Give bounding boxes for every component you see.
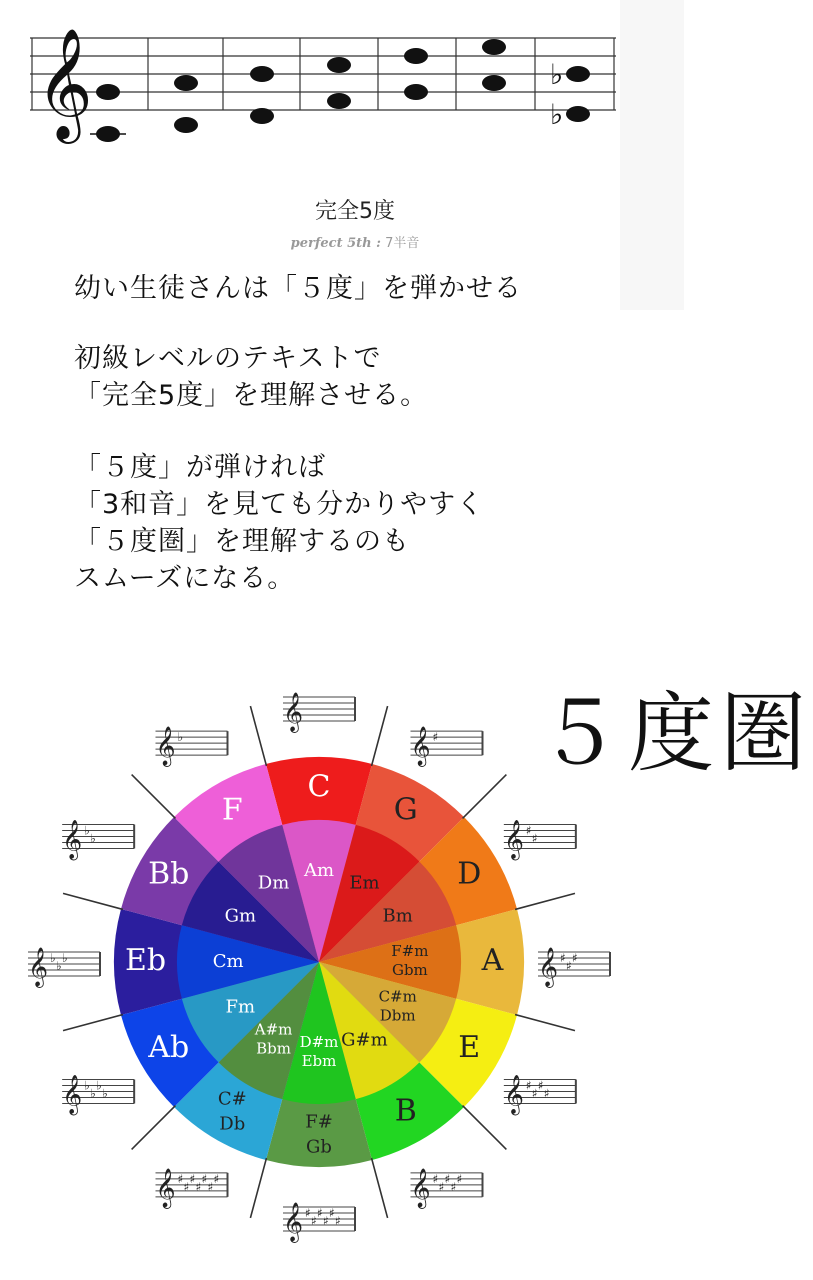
sharp-icon: ♯ xyxy=(213,1171,220,1186)
sharp-icon: ♯ xyxy=(311,1214,317,1228)
flat-icon: ♭ xyxy=(90,831,96,846)
divider-line xyxy=(372,706,388,766)
divider-line xyxy=(63,893,123,909)
key-signature-staff xyxy=(411,1168,483,1209)
flat-icon: ♭ xyxy=(90,1086,96,1101)
minor-key-enharmonic-label: Bbm xyxy=(256,1039,291,1058)
minor-key-label: Bm xyxy=(382,905,413,927)
minor-key-label: A#m xyxy=(254,1020,293,1039)
sharp-icon: ♯ xyxy=(438,1179,445,1194)
sharp-icon: ♯ xyxy=(323,1214,329,1228)
interval-card xyxy=(0,0,620,310)
divider-line xyxy=(132,775,176,819)
sharp-icon: ♯ xyxy=(450,1179,457,1194)
minor-key-label: Dm xyxy=(257,872,290,894)
treble-clef-icon: 𝄞 xyxy=(503,819,524,860)
sharp-icon: ♯ xyxy=(537,1078,544,1093)
sharp-icon: ♯ xyxy=(566,959,572,973)
flat-icon: ♭ xyxy=(56,959,62,973)
sharp-icon: ♯ xyxy=(207,1179,214,1194)
major-key-label: Eb xyxy=(124,943,167,978)
flat-icon: ♭ xyxy=(177,730,184,745)
major-key-label: F# xyxy=(305,1111,333,1133)
minor-key-label: Gm xyxy=(224,905,257,927)
minor-key-label: D#m xyxy=(299,1032,339,1051)
key-signature-staff xyxy=(62,1075,134,1116)
sharp-icon: ♯ xyxy=(195,1179,202,1194)
key-signature-staff xyxy=(411,726,483,767)
sharp-icon: ♯ xyxy=(525,823,532,838)
flat-icon: ♭ xyxy=(62,951,68,965)
key-signature-staff xyxy=(156,726,228,767)
sharp-icon: ♯ xyxy=(572,951,578,965)
minor-key-enharmonic-label: Gbm xyxy=(391,961,428,979)
sharp-icon: ♯ xyxy=(189,1171,196,1186)
divider-line xyxy=(515,893,575,909)
divider-line xyxy=(250,1158,266,1218)
key-signature-staff xyxy=(538,947,610,988)
divider-line xyxy=(372,1158,388,1218)
minor-key-enharmonic-label: Dbm xyxy=(379,1006,416,1025)
sharp-icon: ♯ xyxy=(543,1086,550,1101)
treble-clef-icon: 𝄞 xyxy=(283,692,304,732)
interval-subtitle-jp: 7半音 xyxy=(385,236,420,251)
treble-clef-icon: 𝄞 xyxy=(283,1202,304,1242)
major-key-label: C# xyxy=(217,1088,247,1110)
flat-icon: ♭ xyxy=(84,1078,90,1093)
treble-clef-icon: 𝄞 xyxy=(538,947,559,987)
treble-clef-icon: 𝄞 xyxy=(155,726,176,767)
paragraph-2-line-3: 「５度圏」を理解するのも xyxy=(74,526,410,557)
flat-icon: ♭ xyxy=(84,823,90,838)
big-title: ５度圏 xyxy=(536,684,812,784)
sharp-icon: ♯ xyxy=(432,1171,439,1186)
sharp-icon: ♯ xyxy=(560,951,566,965)
sharp-icon: ♯ xyxy=(329,1206,335,1220)
sharp-icon: ♯ xyxy=(531,831,538,846)
treble-clef-icon: 𝄞 xyxy=(28,947,49,987)
sharp-icon: ♯ xyxy=(177,1171,184,1186)
minor-key-label: F#m xyxy=(391,942,429,960)
major-key-label: D xyxy=(457,856,482,892)
major-key-label: A xyxy=(481,943,504,978)
key-signature-staff xyxy=(28,947,100,988)
caption-text: 幼い生徒さんは「５度」を弾かせる xyxy=(74,273,522,304)
key-signature-staff xyxy=(504,820,576,861)
divider-line xyxy=(250,706,266,766)
sharp-icon: ♯ xyxy=(335,1214,341,1228)
staff-notation xyxy=(30,12,620,152)
sharp-icon: ♯ xyxy=(432,730,439,745)
key-signature-staff xyxy=(283,692,355,733)
treble-clef-icon: 𝄞 xyxy=(503,1074,524,1115)
key-signature-staff xyxy=(283,1202,355,1243)
major-key-label: E xyxy=(458,1029,481,1065)
minor-key-label: Fm xyxy=(225,996,256,1018)
sharp-icon: ♯ xyxy=(317,1206,323,1220)
minor-key-enharmonic-label: Ebm xyxy=(301,1051,337,1070)
minor-key-label: Cm xyxy=(212,951,244,972)
major-key-label: F xyxy=(221,792,243,828)
paragraph-2-line-1: 「５度」が弾ければ xyxy=(74,452,326,483)
major-key-label: C xyxy=(307,769,331,805)
interval-subtitle xyxy=(255,232,455,251)
key-signature-staff xyxy=(504,1075,576,1116)
flat-icon: ♭ xyxy=(550,58,564,91)
divider-line xyxy=(463,1106,507,1150)
flat-icon: ♭ xyxy=(96,1078,102,1093)
paragraph-2-line-2: 「3和音」を見ても分かりやすく xyxy=(74,489,485,520)
interval-title: 完全5度 xyxy=(315,199,395,224)
minor-key-label: Em xyxy=(349,872,380,894)
divider-line xyxy=(515,1015,575,1031)
divider-line xyxy=(63,1015,123,1031)
major-key-enharmonic-label: Gb xyxy=(306,1136,332,1158)
sharp-icon: ♯ xyxy=(305,1206,311,1220)
sharp-icon: ♯ xyxy=(456,1171,463,1186)
major-key-label: Ab xyxy=(148,1029,190,1065)
paragraph-1-line-2: 「完全5度」を理解させる。 xyxy=(74,380,429,411)
treble-clef-icon: 𝄞 xyxy=(410,1167,431,1208)
major-key-label: B xyxy=(394,1093,417,1129)
sharp-icon: ♯ xyxy=(444,1171,451,1186)
flat-icon: ♭ xyxy=(550,98,564,131)
major-key-label: Bb xyxy=(148,856,190,892)
flat-icon: ♭ xyxy=(50,951,56,965)
treble-clef-icon: 𝄞 xyxy=(410,726,431,767)
divider-line xyxy=(132,1106,176,1150)
paragraph-2-line-4: スムーズになる。 xyxy=(74,563,296,594)
paragraph-1-line-1: 初級レベルのテキストで xyxy=(74,343,382,374)
flat-icon: ♭ xyxy=(102,1086,108,1101)
sharp-icon: ♯ xyxy=(183,1179,190,1194)
treble-clef-icon: 𝄞 xyxy=(155,1167,176,1208)
divider-line xyxy=(463,775,507,819)
sharp-icon: ♯ xyxy=(525,1078,532,1093)
sharp-icon: ♯ xyxy=(531,1086,538,1101)
interval-subtitle-en: perfect 5th : xyxy=(290,236,381,251)
minor-key-label: G#m xyxy=(341,1029,388,1051)
minor-key-label: Am xyxy=(303,860,335,882)
key-signature-staff xyxy=(62,820,134,861)
key-signature-staff xyxy=(156,1168,228,1209)
treble-clef-icon: 𝄞 xyxy=(62,819,83,860)
major-key-enharmonic-label: Db xyxy=(219,1113,246,1135)
treble-clef-icon: 𝄞 xyxy=(62,1074,83,1115)
major-key-label: G xyxy=(393,792,418,828)
sharp-icon: ♯ xyxy=(201,1171,208,1186)
minor-key-label: C#m xyxy=(378,987,417,1006)
treble-clef-icon: 𝄞 xyxy=(36,27,93,139)
